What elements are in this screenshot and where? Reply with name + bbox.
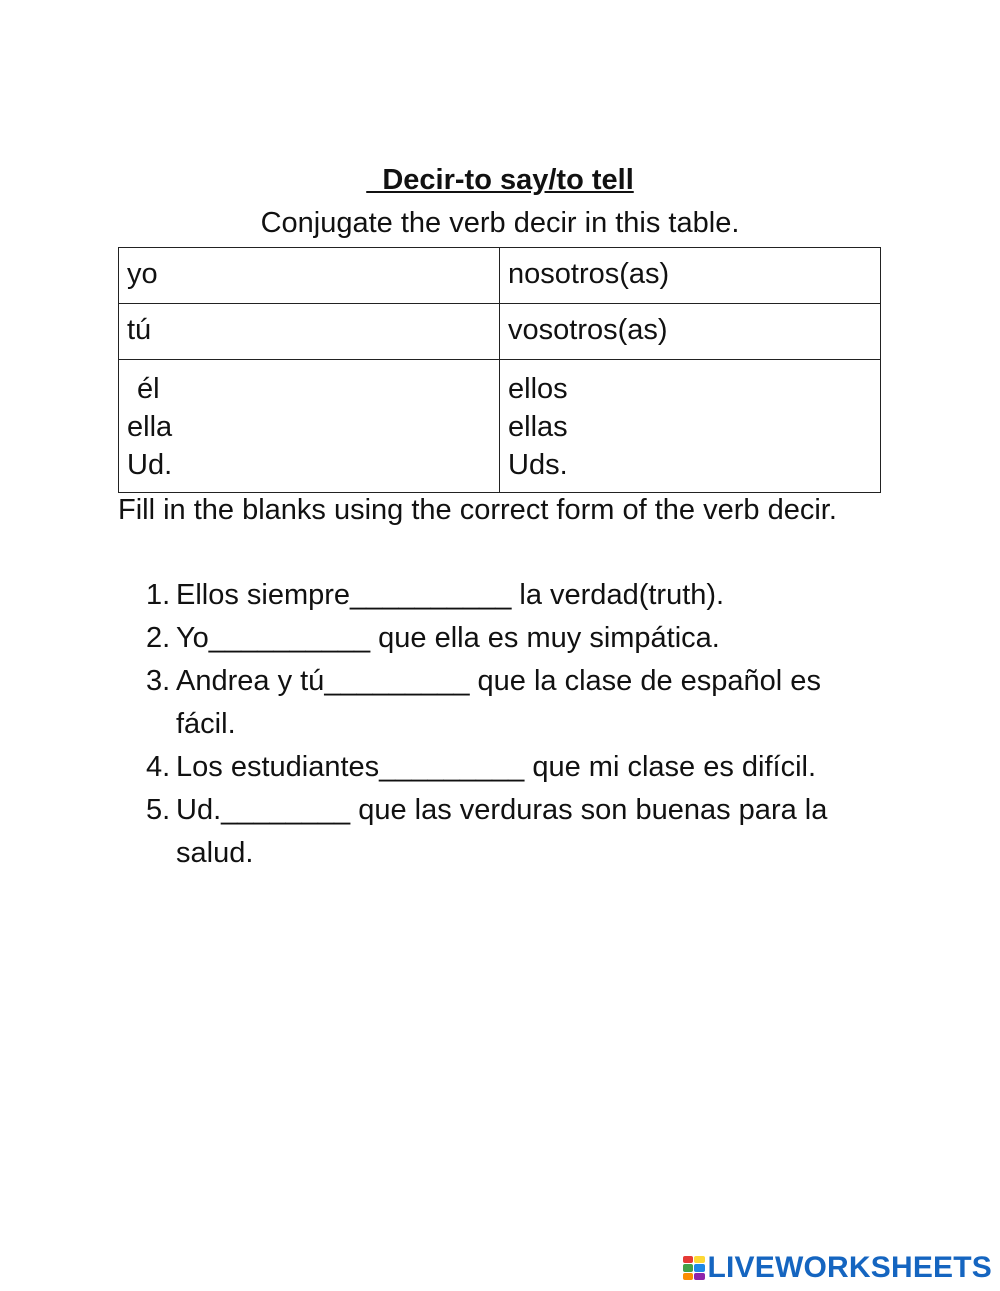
logo-block	[683, 1256, 694, 1263]
table-row	[119, 304, 881, 360]
table-cell-nosotros: nosotros(as)	[500, 248, 881, 304]
exercise-item	[118, 789, 888, 875]
exercise-number: 4.	[146, 751, 171, 783]
conjugation-table	[118, 247, 881, 493]
exercise-number: 2.	[146, 622, 171, 654]
logo-blocks-icon	[683, 1256, 705, 1280]
pronoun-el: él	[137, 373, 160, 405]
pronoun-ellos: ellos	[508, 373, 568, 405]
exercise-text: Andrea y tú_________ que la clase de español es fácil.	[176, 665, 821, 740]
table-row	[119, 248, 881, 304]
logo-block	[694, 1273, 705, 1280]
exercise-item	[118, 660, 888, 746]
table-cell-el-ella-ud	[119, 360, 500, 493]
instructions-text: Fill in the blanks using the correct form of the verb decir.	[118, 494, 837, 526]
pronoun-ud: Ud.	[127, 449, 173, 481]
exercise-text: Ud.________ que las verduras son buenas para la salud.	[176, 794, 828, 869]
exercise-number: 5.	[146, 794, 171, 826]
pronoun-ellas: ellas	[508, 411, 568, 443]
table-cell-yo: yo	[119, 248, 500, 304]
exercise-number: 1.	[146, 579, 171, 611]
page-subtitle: Conjugate the verb decir in this table.	[260, 207, 740, 239]
table-cell-vosotros: vosotros(as)	[500, 304, 881, 360]
exercise-item	[118, 574, 888, 617]
exercise-text: Ellos siempre__________ la verdad(truth).	[176, 579, 725, 611]
exercise-text: Los estudiantes_________ que mi clase es difícil.	[176, 751, 817, 783]
liveworksheets-logo[interactable]	[683, 1251, 993, 1285]
logo-text: LIVEWORKSHEETS	[707, 1251, 992, 1284]
exercise-item	[118, 746, 888, 789]
table-cell-ellos-ellas-uds	[500, 360, 881, 493]
logo-block	[683, 1264, 694, 1271]
pronoun-ella: ella	[127, 411, 173, 443]
exercise-number: 3.	[146, 665, 171, 697]
logo-block	[683, 1273, 694, 1280]
table-cell-tu: tú	[119, 304, 500, 360]
exercise-item	[118, 617, 888, 660]
exercise-list	[118, 574, 888, 875]
pronoun-uds: Uds.	[508, 449, 568, 481]
exercise-text: Yo__________ que ella es muy simpática.	[176, 622, 720, 654]
logo-block	[694, 1256, 705, 1263]
logo-block	[694, 1264, 705, 1271]
table-row	[119, 360, 881, 493]
page-title: Decir-to say/to tell	[366, 164, 634, 196]
